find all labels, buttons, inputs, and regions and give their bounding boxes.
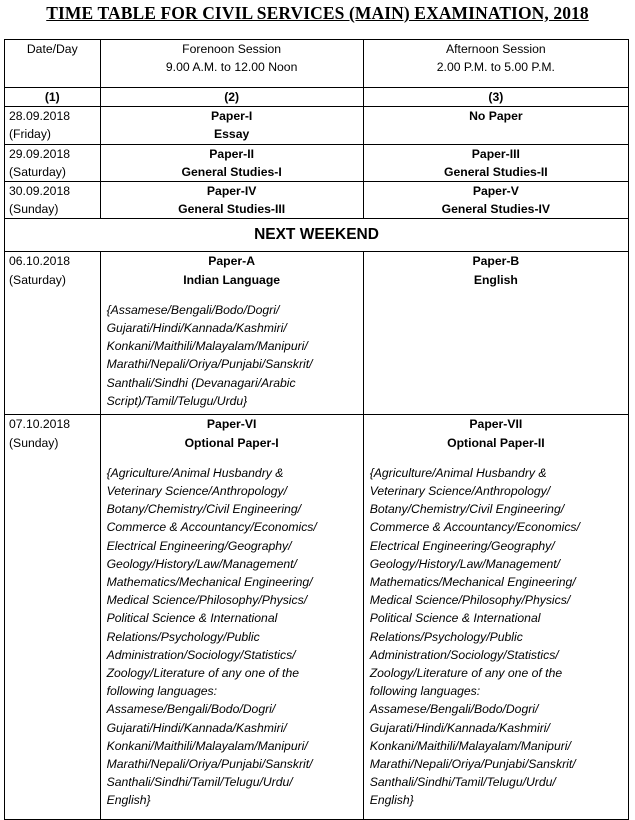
paper-code: No Paper	[469, 109, 523, 124]
list-item: Commerce & Accountancy/Economics/	[369, 520, 580, 535]
paper-subject: Indian Language	[183, 272, 281, 287]
list-item: Zoology/Literature of any one of the	[369, 666, 563, 681]
column-number-1: (1)	[5, 88, 101, 107]
list-item: Script)/Tamil/Telugu/Urdu}	[106, 393, 248, 408]
table-row	[5, 107, 629, 144]
list-item: Marathi/Nepali/Oriya/Punjabi/Sanskrit/	[106, 357, 313, 372]
date: 29.09.2018	[9, 146, 70, 161]
paper-code: Paper-VII	[469, 417, 523, 432]
date-cell	[5, 107, 101, 144]
list-item: Konkani/Maithili/Malayalam/Manipuri/	[106, 339, 308, 354]
day: (Saturday)	[9, 272, 66, 287]
list-item: Geology/History/Law/Management/	[106, 556, 297, 571]
column-number-row	[5, 88, 629, 107]
list-item: Relations/Psychology/Public	[369, 629, 523, 644]
paper-code: Paper-III	[471, 146, 520, 161]
paper-code: Paper-II	[209, 146, 254, 161]
list-item: Konkani/Maithili/Malayalam/Manipuri/	[106, 738, 308, 753]
list-item: Mathematics/Mechanical Engineering/	[106, 575, 313, 590]
list-item: Administration/Sociology/Statistics/	[369, 647, 559, 662]
paper-subject: General Studies-II	[444, 164, 548, 179]
date: 30.09.2018	[9, 184, 70, 199]
list-item: following languages:	[106, 684, 218, 699]
day: (Friday)	[9, 127, 51, 142]
day: (Sunday)	[9, 435, 59, 450]
list-item: Commerce & Accountancy/Economics/	[106, 520, 317, 535]
list-item: Electrical Engineering/Geography/	[106, 538, 292, 553]
paper-code: Paper-A	[208, 254, 255, 269]
afternoon-cell	[363, 144, 628, 181]
header-date-day-label: Date/Day	[26, 42, 78, 56]
forenoon-cell	[100, 415, 363, 820]
next-weekend-heading: NEXT WEEKEND	[5, 219, 629, 252]
date: 28.09.2018	[9, 109, 70, 124]
timetable	[4, 39, 629, 820]
list-item: Botany/Chemistry/Civil Engineering/	[106, 502, 301, 517]
list-item: following languages:	[369, 684, 481, 699]
list-item: Medical Science/Philosophy/Physics/	[106, 593, 308, 608]
list-item: English}	[106, 793, 151, 808]
list-item: Santhali/Sindhi/Tamil/Telugu/Urdu/	[369, 775, 556, 790]
paper-code: Paper-V	[472, 184, 519, 199]
header-row	[5, 40, 629, 88]
day: (Sunday)	[9, 202, 59, 217]
paper-code: Paper-B	[472, 254, 520, 269]
list-item: Assamese/Bengali/Bodo/Dogri/	[106, 702, 276, 717]
page-title: TIME TABLE FOR CIVIL SERVICES (MAIN) EXAMINATION, 2018	[46, 3, 589, 23]
paper-subject: Optional Paper-II	[447, 435, 545, 450]
list-item: Marathi/Nepali/Oriya/Punjabi/Sanskrit/	[106, 757, 313, 772]
list-item: Geology/History/Law/Management/	[369, 556, 561, 571]
day: (Saturday)	[9, 164, 66, 179]
list-item: Gujarati/Hindi/Kannada/Kashmiri/	[369, 720, 550, 735]
table-row	[5, 252, 629, 415]
list-item: Assamese/Bengali/Bodo/Dogri/	[369, 702, 539, 717]
date-cell	[5, 144, 101, 181]
table-row	[5, 144, 629, 181]
language-list	[105, 301, 359, 410]
afternoon-cell	[363, 415, 628, 820]
header-forenoon	[100, 40, 363, 88]
forenoon-cell	[100, 107, 363, 144]
paper-code: Paper-I	[210, 109, 253, 124]
list-item: Gujarati/Hindi/Kannada/Kashmiri/	[106, 321, 287, 336]
list-item: Marathi/Nepali/Oriya/Punjabi/Sanskrit/	[369, 757, 576, 772]
forenoon-cell	[100, 144, 363, 181]
list-item: {Assamese/Bengali/Bodo/Dogri/	[106, 302, 280, 317]
list-item: Zoology/Literature of any one of the	[106, 666, 299, 681]
forenoon-cell	[100, 252, 363, 415]
list-item: Electrical Engineering/Geography/	[369, 538, 555, 553]
afternoon-cell	[363, 182, 628, 219]
list-item: Santhali/Sindhi/Tamil/Telugu/Urdu/	[106, 775, 293, 790]
list-item: Administration/Sociology/Statistics/	[106, 647, 296, 662]
paper-subject: General Studies-I	[181, 164, 282, 179]
header-date-day	[5, 40, 101, 88]
forenoon-cell	[100, 182, 363, 219]
list-item: Medical Science/Philosophy/Physics/	[369, 593, 571, 608]
paper-subject: English	[473, 272, 518, 287]
header-afternoon-time: 2.00 P.M. to 5.00 P.M.	[436, 60, 555, 75]
list-item: Konkani/Maithili/Malayalam/Manipuri/	[369, 738, 571, 753]
list-item: Botany/Chemistry/Civil Engineering/	[369, 502, 565, 517]
afternoon-cell	[363, 252, 628, 415]
list-item: {Agriculture/Animal Husbandry &	[106, 465, 284, 480]
header-forenoon-time: 9.00 A.M. to 12.00 Noon	[165, 60, 298, 75]
list-item: Veterinary Science/Anthropology/	[106, 484, 288, 499]
list-item: Veterinary Science/Anthropology/	[369, 484, 551, 499]
paper-subject: Essay	[214, 127, 250, 142]
date-cell	[5, 182, 101, 219]
list-item: {Agriculture/Animal Husbandry &	[369, 465, 547, 480]
list-item: Gujarati/Hindi/Kannada/Kashmiri/	[106, 720, 287, 735]
list-item: Relations/Psychology/Public	[106, 629, 260, 644]
date-cell	[5, 252, 101, 415]
table-row	[5, 182, 629, 219]
date: 06.10.2018	[9, 254, 70, 269]
column-number-3: (3)	[363, 88, 628, 107]
optional-subject-list	[368, 464, 624, 810]
afternoon-cell	[363, 107, 628, 144]
list-item: Political Science & International	[106, 611, 278, 626]
header-afternoon	[363, 40, 628, 88]
list-item: Santhali/Sindhi (Devanagari/Arabic	[106, 375, 296, 390]
optional-subject-list	[105, 464, 359, 810]
list-item: Mathematics/Mechanical Engineering/	[369, 575, 576, 590]
table-row	[5, 415, 629, 820]
header-afternoon-label: Afternoon Session	[446, 42, 546, 56]
list-item: Political Science & International	[369, 611, 541, 626]
column-number-2: (2)	[100, 88, 363, 107]
date: 07.10.2018	[9, 417, 70, 432]
paper-subject: General Studies-IV	[441, 202, 551, 217]
paper-subject: Optional Paper-I	[184, 435, 279, 450]
next-weekend-row	[5, 219, 629, 252]
date-cell	[5, 415, 101, 820]
list-item: English}	[369, 793, 414, 808]
paper-subject: General Studies-III	[178, 202, 286, 217]
header-forenoon-label: Forenoon Session	[182, 42, 282, 56]
paper-code: Paper-IV	[206, 184, 257, 199]
paper-code: Paper-VI	[206, 417, 257, 432]
